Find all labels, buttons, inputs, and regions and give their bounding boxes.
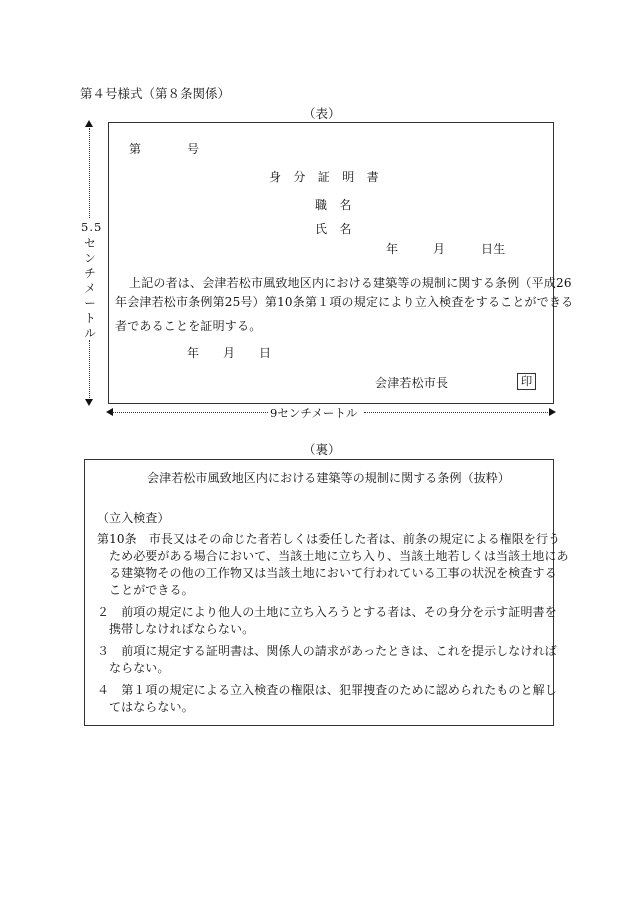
dimension-line: [112, 412, 268, 413]
article-10-line: ことができる。: [109, 583, 194, 597]
issuer-name: 会津若松市長: [375, 376, 449, 390]
article-10-line: る建築物その他の工作物又は当該土地において行われている工事の状況を検査する: [109, 566, 557, 580]
dimension-line: [89, 340, 90, 398]
seal-stamp: 印: [517, 373, 536, 390]
issue-day-label: 日: [259, 346, 272, 360]
id-card-back: [84, 459, 569, 726]
arrow-right-icon: [549, 408, 556, 416]
number-suffix: 号: [187, 142, 200, 156]
height-unit: センチメートル: [84, 236, 96, 340]
certification-line: 上記の者は、会津若松市風致地区内における建築等の規制に関する条例（平成26: [129, 276, 572, 290]
dimension-line: [89, 128, 90, 218]
height-value: 5.5: [81, 220, 103, 234]
job-title-label: 職 名: [315, 198, 352, 212]
form-title: 第４号様式（第８条関係）: [80, 86, 231, 101]
id-card-front: [108, 122, 574, 404]
ordinance-heading: 会津若松市風致地区内における建築等の規制に関する条例（抜粋）: [147, 471, 511, 485]
paragraph-2-continued: 携帯しなければならない。: [109, 622, 255, 636]
width-value: 9センチメートル: [270, 406, 358, 420]
article-10-line: ため必要がある場合において、当該土地に立ち入り、当該土地若しくは当該土地にあ: [109, 549, 569, 563]
arrow-up-icon: [85, 120, 93, 127]
birth-day-label: 日生: [481, 242, 506, 256]
birth-year-label: 年: [386, 242, 399, 256]
article-10-line: 第10条 市長又はその命じた者若しくは委任した者は、前条の規定による権限を行う: [97, 532, 561, 546]
paragraph-2: ２ 前項の規定により他人の土地に立ち入ろうとする者は、その身分を示す証明書を: [97, 605, 557, 619]
front-side-label: （表）: [303, 106, 341, 121]
number-prefix: 第: [129, 142, 142, 156]
paragraph-4: ４ 第１項の規定による立入検査の権限は、犯罪捜査のために認められたものと解し: [97, 683, 557, 697]
issue-year-label: 年: [187, 346, 200, 360]
birth-month-label: 月: [433, 242, 446, 256]
name-label: 氏 名: [315, 222, 352, 236]
arrow-down-icon: [85, 399, 93, 406]
article-subheading: （立入検査）: [97, 511, 170, 525]
certification-line: 者であることを証明する。: [115, 319, 262, 333]
height-dimension: [80, 122, 103, 404]
width-dimension: [108, 404, 554, 420]
dimension-line: [364, 412, 550, 413]
card-heading: 身 分 証 明 書: [269, 170, 379, 184]
paragraph-3-continued: ならない。: [109, 661, 170, 675]
back-side-label: （裏）: [303, 442, 341, 457]
paragraph-4-continued: てはならない。: [109, 700, 194, 714]
paragraph-3: ３ 前項に規定する証明書は、関係人の請求があったときは、これを提示しなければ: [97, 644, 557, 658]
issue-month-label: 月: [223, 346, 236, 360]
certification-line: 年会津若松市条例第25号）第10条第１項の規定により立入検査をすることができる: [115, 295, 574, 309]
